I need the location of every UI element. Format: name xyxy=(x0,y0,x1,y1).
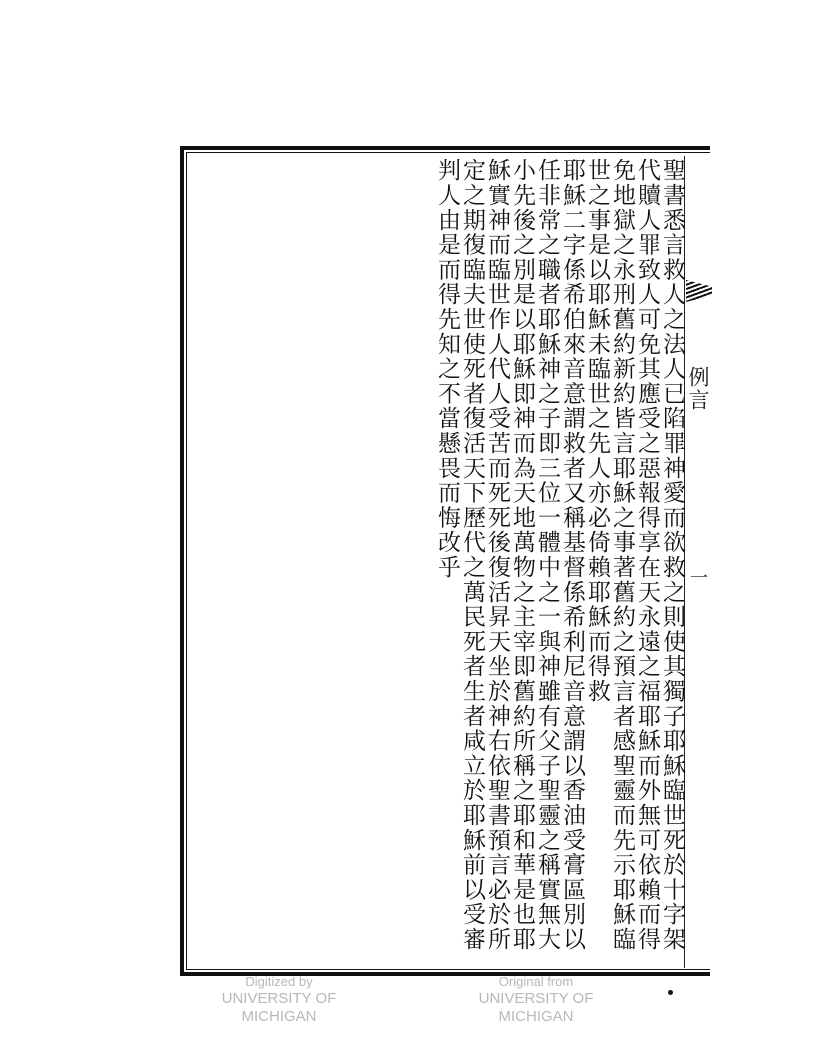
original-from-label: Original from xyxy=(498,974,574,989)
paragraph-1: 聖書悉言救人之法人已陷罪神愛而欲救之則使其獨子耶穌臨世死於十字架代贖人罪致人可免其應受之惡報得享在天永遠之福耶穌而外無可依賴而得免地獄之永刑舊約新約皆言耶穌之事著舊約之預言者感聖靈而先示耶穌臨世之事是以耶穌未臨世之先人亦必倚賴耶穌而得救 xyxy=(584,158,685,952)
original-from-note xyxy=(450,974,622,1026)
paragraph-2: 耶穌二字係希伯來音意謂救者又稱基督係希利尼音意謂以香油受膏區別以任非常之職者耶穌神之子即三位一體中之一與神雖有父子聖靈之稱實無大小先後之別是以耶穌即神而為天地萬物之主宰即舊約所稱之耶和華是也耶穌實神而臨世作人代人受苦而死死後復活昇天坐於神右依聖書預言必於所定之期復臨夫世使死者復活天下歷代之萬民死者生者咸立於耶穌前以受審判人由是而得先知之不當懸畏而悔改乎 xyxy=(434,158,585,952)
ink-speck xyxy=(668,990,673,995)
main-text xyxy=(432,156,684,968)
digitized-by-note xyxy=(194,974,364,1026)
page-number: 一 xyxy=(687,568,708,586)
margin-column xyxy=(684,156,711,968)
original-from-institution: UNIVERSITY OF MICHIGAN xyxy=(478,990,594,1025)
digitized-by-institution: UNIVERSITY OF MICHIGAN xyxy=(221,990,337,1025)
digitized-by-label: Digitized by xyxy=(245,974,313,989)
margin-title: 例言 xyxy=(686,366,710,412)
